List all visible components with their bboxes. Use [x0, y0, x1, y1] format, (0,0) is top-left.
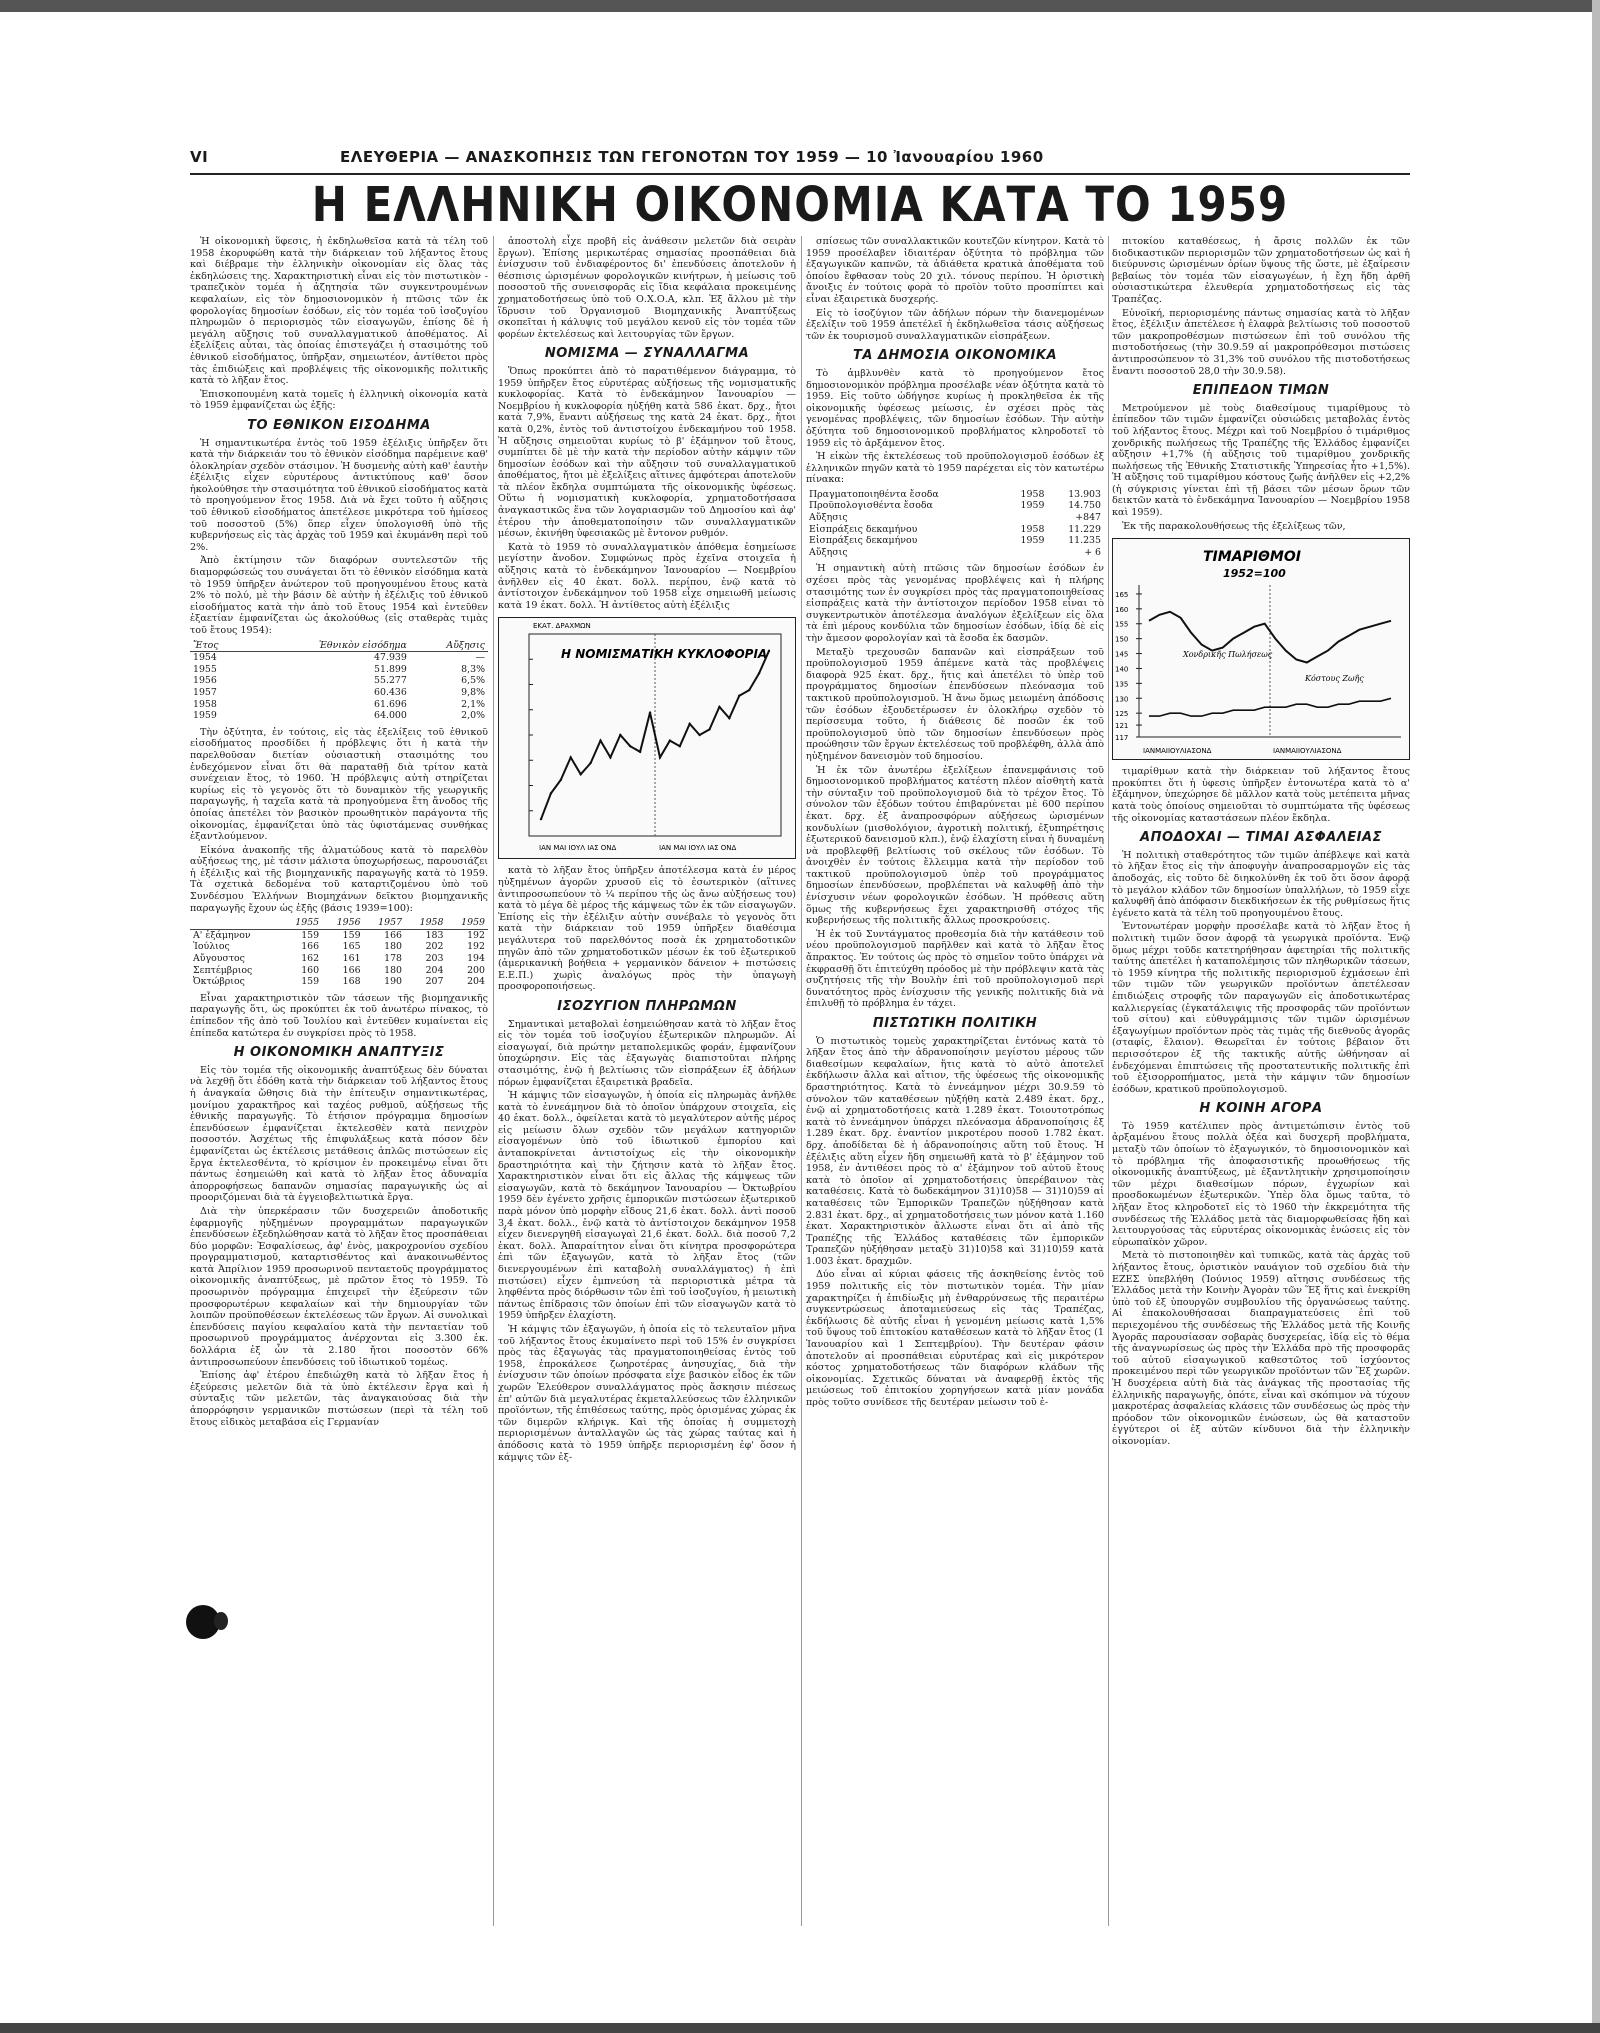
paragraph: Ἡ πολιτικὴ σταθερότητος τῶν τιμῶν ἀπέβλεψε καὶ κατὰ τὸ λῆξαν ἔτος εἰς τὴν ἀποφυγὴν ἀναπροσαρμογῶν εἰς τὰς ἀποδοχάς, εἰς τοῦτο δὲ διηκολύνθη ἐκ τοῦ ὅτι ὅσον ἀφορᾷ τὸ μεγάλον κλάδον τῶν δημοσίων ὑπαλλήλων, τὸ 1959 εἶχε καλυφθῆ ἀπὸ ἀπόφασιν διεκδικήσεων ἐκ τῆς ρυθμίσεως ἥτις ἐγένετο κατὰ τὰ τέλη τοῦ προηγουμένου ἔτους. — [1112, 849, 1410, 919]
paragraph: Μετὰ τὸ πιστοποιηθὲν καὶ τυπικῶς, κατὰ τὰς ἀρχὰς τοῦ λήξαντος ἔτους, ὁριστικὸν ναυάγιον τοῦ σχεδίου διὰ τὴν ΕΖΕΣ ὑπεβλήθη (Ἰούνιος 1959) αἴτησις συνδέσεως τῆς Ἑλλάδος μετὰ τὴν Κοινὴν Ἀγορὰν τῶν Ἕξ ἥτις καὶ ἐνεκρίθη ὑπὸ τοῦ ἐξ ὑπουργῶν συμβουλίου τῆς ὀργανώσεως ταύτης. Αἱ ἐπακολουθήσασαι διαπραγματεύσεις ἐπὶ τοῦ περιεχομένου τῆς συνδέσεως τῆς Ἑλλάδος μετὰ τῆς Κοινῆς Ἀγορᾶς παρουσίασαν σοβαρὰς δυσχερείας, ἰδίᾳ εἰς τὸ θέμα τῆς ἀναγνωρίσεως ὡς πρὸς τὴν Ἑλλάδα πρὸ τῆς προσφορᾶς τοῦ αὐτοῦ εἰσαγωγικοῦ καθεστῶτος τοῦ ἰσχύοντος προκειμένου περὶ τῶν γεωργικῶν προϊόντων τῶν Ἕξ χωρῶν. Ἡ δυσχέρεια αὐτὴ διὰ τὰς ἀνάγκας τῆς προστασίας τῆς ἑλληνικῆς παραγωγῆς, ὁπότε, εἶναι καὶ σκόπιμον νὰ τύχουν μακροτέρας ἀσφαλείας κλάσεις τῶν συνδέσεως ὡς πρὸς τὴν πρόοδον τῶν οἰκονομικῶν ἑνώσεων, ὡς θὰ καταστοῦν ἐγγύτεροι οἱ ἐξ αὐτῶν κίνδυνοι διὰ τὴν ἑλληνικὴν οἰκονομίαν. — [1112, 1250, 1410, 1447]
table-cell: 64.000 — [374, 710, 407, 722]
table-cell: 207 — [425, 976, 444, 988]
data-point — [570, 757, 572, 759]
table-header: Αὔξησις — [410, 640, 488, 652]
price-index-chart — [1112, 538, 1410, 760]
paragraph: Ἡ σημαντικὴ αὐτὴ πτῶσις τῶν δημοσίων ἐσόδων ἐν σχέσει πρὸς τὰς γενομένας προβλέψεις καὶ ἡ πλήρης στασιμότης των ἐν συγκρίσει πρὸς τὰς πραγματοποιηθείσας εἰσπράξεις κατὰ τὴν ἀντίστοιχον περίοδον 1958 εἶναι τὸ συγκεντρωτικὸν ἀποτέλεσμα ἀναλόγων ἐξελίξεων εἰς ὅλα τὰ ἐπὶ μέρους κονδύλια τῶν δημοσίων ἐσόδων, ἰδίᾳ δὲ εἰς τὴν ἄμεσον φορολογίαν καὶ τὰ ἔσοδα ἐκ δασμῶν. — [806, 563, 1104, 644]
table-cell: 1954 — [193, 652, 217, 664]
table-cell — [1004, 512, 1048, 524]
table-cell: 190 — [384, 976, 403, 988]
data-point — [599, 740, 601, 742]
paragraph: Κατὰ τὸ 1959 τὸ συναλλαγματικὸν ἀπόθεμα ἐσημείωσε μεγίστην ἄνοδον. Συμφώνως πρὸς ἐχεῖνα στοιχεῖα ἡ αὔξησις κατὰ τὸ ἐνδεκάμηνον Ἰανουαρίου — Νοεμβρίου ἀνῆλθεν εἰς 40 ἑκατ. δολλ. περίπου, ἐνῷ κατὰ τὸ ἀντίστοιχον ἐνδεκάμηνον τοῦ 1958 εἶχε σημειωθῆ μείωσις κατὰ 19 ἑκατ. δολλ. Ἡ ἀντίθετος αὐτὴ ἐξέλιξις — [498, 541, 796, 611]
paragraph: Ὁ πιστωτικὸς τομεὺς χαρακτηρίζεται ἐντόνως κατὰ τὸ λῆξαν ἔτος ἀπὸ τὴν ἀδρανοποίησιν μεγίστου μέρους τῶν διαθεσίμων κεφαλαίων, ἥτις κατὰ τὸ αὐτὸ ἀποτελεῖ ἐκδήλωσιν ἄλλα καὶ αἴτιον, τῆς ὑφέσεως τῆς οἰκονομικῆς δραστηριότητος. Κατὰ τὸ ἐννεάμηνον μέχρι 30.9.59 τὸ σύνολον τῶν καταθέσεων ηὐξήθη κατὰ 2.489 ἑκατ. δρχ., ἐνῷ αἱ χρηματοδοτήσεις κατὰ 1.289 ἑκατ. Τοιουτοτρόπως κατὰ τὸ ἐννεάμηνον ὑπάρχει πλεόνασμα ἀδρανοποίησις ἐξ 1.289 ἑκατ. δρχ. ἐναντίον μικροτέρου ποσοῦ 1.782 ἑκατ. δρχ. ἀποδίδεται δὲ ἡ ἀδρανοποίησις αὕτη τοῦ ἔτους. Ἡ ἐξέλιξις αὕτη εἶχεν ἤδη σημειωθῆ κατὰ τὸ β' ἑξάμηνον τοῦ 1958, ἐν ἀντιθέσει πρὸς τὸ α' ἑξάμηνον τοῦ αὐτοῦ ἔτους κατὰ τὸ ὁποῖον αἱ χρηματοδοτήσεις ὑπερέβαινον τὰς καταθέσεις. Κατὰ τὸ δωδεκάμηνον 31)10)58 — 31)10)59 αἱ καταθέσεις τῶν Ἐμπορικῶν Τραπεζῶν ηὐξήθησαν κατὰ 2.831 ἑκατ. δρχ., αἱ χρηματοδοτήσεις των μόνον κατὰ 1.160 ἑκατ. Χαρακτηριστικὸν ἄλλωστε εἶναι ὅτι αἱ ἀπὸ τῆς Τραπέζης τῆς Ἑλλάδος καταθέσεις τῶν ἐμπορικῶν Τραπεζῶν ηὐξήθησαν μεταξὺ 31)10)58 καὶ 31)10)59 κατὰ 1.003 ἑκατ. δραχμῶν. — [806, 1035, 1104, 1267]
chart-title-text: Η ΝΟΜΙΣΜΑΤΙΚΗ ΚΥΚΛΟΦΟΡΙΑ — [561, 647, 768, 662]
table-row — [190, 976, 488, 988]
paragraph: Ἐντονωτέραν μορφὴν προσέλαβε κατὰ τὸ λῆξαν ἔτος ἡ πολιτικὴ τιμῶν ὅσον ἀφορᾷ τὰ γεωργικὰ προϊόντα. Ἐνῷ ὅμως μέχρι τοῦδε κατετηρήθησαν ἀφετηρίαι τῆς πολιτικῆς ταύτης ἀπετέλει ἡ καταπολέμησις τῶν πληθωρικῶν τάσεων, τὸ 1959 κίνητρα τῆς πολιτικῆς περιορισμοῦ ἐχμάσεων ἐπὶ τῶν τιμῶν τῶν γεωργικῶν προϊόντων ἀπετέλεσαν ἐπιδιώξεις στροφῆς τῶν παραγωγῶν εἰς ἀποδοτικωτέρας καλλιεργείας (ἐγκατάλειψις τῆς προσφορᾶς τῶν προϊόντων τοῦ σίτου) καὶ εὐθυγράμμισις τῶν τιμῶν ὡρισμένων ἐξαγωγίμων προϊόντων πρὸς τὰς τιμὰς τῆς διεθνοῦς ἀγορᾶς (σταφίς, ἔλαιον). Θεωρεῖται ἐν τούτοις βέβαιον ὅτι περισσότερον ἐξ τῆς τακτικῆς αὐτῆς ὠθήνησαν αἱ ἐνδεχόμεναι ἐπιπτώσεις τῆς προστατευτικῆς πολιτικῆς ἐπὶ τοῦ ἐξισορροπήματος, μετὰ τὴν κάμψιν τῶν δημοσίων ἐσόδων, κρατικοῦ προϋπολογισμοῦ. — [1112, 921, 1410, 1095]
paragraph: Σημαντικαὶ μεταβολαὶ ἐσημειώθησαν κατὰ τὸ λῆξαν ἔτος εἰς τὸν τομέα τοῦ ἰσοζυγίου ἐξωτερικῶν πληρωμῶν. Αἱ εἰσαγωγαί, διὰ πρώτην μεταπολεμικῶς φοράν, ἐμφανίζουν ὑποχώρησιν. Εἰς τὰς ἐξαγωγὰς διαπιστοῦται πλήρης στασιμότης, ἐνῷ ἡ βελτίωσις τῶν εἰσπράξεων ἐξ ἀδήλων πόρων ἐμφανίζεται ἐξαιρετικὰ βραδεῖα. — [498, 1018, 796, 1088]
table-cell: 203 — [425, 953, 444, 965]
table-cell: — — [475, 652, 485, 664]
y-tick-label: 125 — [1115, 710, 1129, 719]
table-row — [190, 699, 488, 711]
paragraph: Ἡ οἰκονομικὴ ὕφεσις, ἡ ἐκδηλωθεῖσα κατὰ τὰ τέλη τοῦ 1958 ἐκορυφώθη κατὰ τὴν διάρκειαν τοῦ λήξαντος ἔτους καὶ διέβραμε τὴν ἑλληνικὴν οἰκονομίαν εἰς ὅλας τὰς ἐκδηλώσεις της. Χαρακτηριστικὴ εἶναι εἰς τὸν πιστωτικὸν - τραπεζικὸν τομέα ἡ ἀζητησία τῶν συγκεντρουμένων κεφαλαίων, εἰς τὸν δημοσιονομικὸν ἡ πτῶσις τῶν ἐκ φορολογίας δημοσίων ἐσόδων, εἰς τὸν τομέα τοῦ ἰσοζυγίου πληρωμῶν ὁ περιορισμὸς τῶν εἰσαγωγῶν, ἐπίσης δὲ ἡ μεγάλη αὔξησις τοῦ συναλλαγματικοῦ ἀποθέματος. Αἱ ἐξελίξεις αὗται, τὰς ὁποίας ἐπιστεγάζει ἡ στασιμότης τοῦ ἐθνικοῦ εἰσοδήματος, ὑπῆρξαν, σημειωτέον, ἀντίθετοι πρὸς τὰς ἐπιδιώξεις καὶ προβλέψεις τῆς οἰκονομικῆς πολιτικῆς κατὰ τὸ λῆξαν ἔτος. — [190, 236, 488, 387]
table-cell: 192 — [467, 929, 485, 941]
table-row — [806, 512, 1104, 524]
paragraph: σπίσεως τῶν συναλλακτικῶν κουτεζῶν κίνητρον. Κατὰ τὸ 1959 προσέλαβεν ἰδιαιτέραν ὀξύτητα τὸ πρόβλημα τῶν ἐξαγωγικῶν καπνῶν, τὰ ἀδιάθετα κρατικὰ ἀποθέματα τοῦ ὁποίου ἔφθασαν τοὺς 20 χιλ. τόνους περίπου. Ἡ ὁριστικὴ ἄνοιξις ἐν τούτοις φορὰ τὸ προϊὸν τοῦτο προσπίπτει καὶ εἶναι ἐξαιρετικὰ δυσχερής. — [806, 236, 1104, 305]
table-cell: 6,5% — [461, 675, 485, 687]
table-cell: 204 — [425, 964, 444, 976]
paragraph: Ὅπως προκύπτει ἀπὸ τὸ παρατιθέμενον διάγραμμα, τὸ 1959 ὑπῆρξεν ἔτος εὐρυτέρας αὐξήσεως τῆς νομισματικῆς κυκλοφορίας. Κατὰ τὸ ἐνδεκάμηνον Ἰανουαρίου — Νοεμβρίου ἡ κυκλοφορία ηὐξήθη κατὰ 586 ἑκατ. δρχ., ἤτοι κατὰ 7,9%, ἔναντι αὐξήσεως της κατὰ 24 ἑκατ. δρχ., ἤτοι κατὰ 0,2%, ἐντὸς τοῦ ἀντιστοίχου ἐνδεκαμήνου τοῦ 1958. Ἡ αὔξησις σημειοῦται κυρίως τὸ β' ἑξάμηνον τοῦ ἔτους, συμπίπτει δὲ μὲ τὴν κατὰ τὴν περίοδον αὐτὴν κάμψιν τῶν δημοσίων ἐσόδων καὶ τὴν αὔξησιν τοῦ συναλλαγματικοῦ ἀποθέματος, ἤτοι μὲ ἐξελίξεις αἵτινες ἀμφότεραι ἀποτελοῦν τὰ πλέον ἔκδηλα συμπτώματα τῆς οἰκονομικῆς ὑφέσεως. Οὕτω ἡ νομισματικὴ κυκλοφορία, χρηματοδοτήσασα ἀναγκαστικῶς ἕνα τῶν λογαριασμῶν τοῦ Δημοσίου καὶ ἀφ' ἑτέρου τὴν ἀποθεματοποίησιν τῶν συναλλαγματικῶν μέσων, ἐκινήθη ὑφεσιακῶς μὲ ἔντονον ρυθμόν. — [498, 365, 796, 540]
table-cell: 11.229 — [1068, 523, 1101, 535]
table-cell: Αὔξησις — [809, 546, 848, 558]
data-point — [609, 757, 611, 759]
paragraph: Τὸ 1959 κατέλιπεν πρὸς ἀντιμετώπισιν ἐντὸς τοῦ ἀρξαμένου ἔτους πολλὰ ὀξέα καὶ δυσχερῆ προβλήματα, μεταξὺ τῶν ὁποίων τὸ ἐξαγωγικόν, τὸ δημοσιονομικὸν καὶ τὸ πρόβλημα τῆς ἀποφασιστικῆς προωθήσεως τῆς οἰκονομικῆς ἀναπτύξεως, μὲ ἐξαντλητικὴν χρησιμοποίησιν τῶν μέχρι διαθεσίμων πόρων, ἐγχωρίων καὶ προσδοκωμένων ἐξωτερικῶν. Ὑπὲρ ὅλα ὅμως ταῦτα, τὸ λῆξαν ἔτος κληροδοτεῖ εἰς τὸ 1960 τὴν ἐκκρεμότητα τῆς συνδέσεως τῆς Ἑλλάδος μετὰ τὰς διαμορφωθείσας ἤδη καὶ λειτουργούσας τὰς εὐρυτέρας οἰκονομικὰς ἑνώσεις εἰς τὸν εὐρωπαϊκὸν χῶρον. — [1112, 1120, 1410, 1248]
y-tick-label: 165 — [1115, 591, 1129, 600]
scan-border-right — [1592, 0, 1600, 2033]
y-tick-label: 117 — [1115, 734, 1129, 743]
section-heading: Η ΟΙΚΟΝΟΜΙΚΗ ΑΝΑΠΤΥΞΙΣ — [233, 1045, 445, 1061]
table-cell: 55.277 — [374, 675, 407, 687]
table-cell: 180 — [384, 964, 403, 976]
table-cell: 166 — [384, 929, 403, 941]
section-heading: ΝΟΜΙΣΜΑ — ΣΥΝΑΛΛΑΓΜΑ — [544, 346, 750, 362]
page-number: VI — [190, 148, 209, 166]
section-heading: ΤΟ ΕΘΝΙΚΟΝ ΕΙΣΟΔΗΜΑ — [247, 417, 431, 433]
data-point — [708, 729, 710, 731]
table-row — [190, 652, 488, 664]
table-cell: 166 — [301, 941, 320, 953]
table-cell: 168 — [342, 976, 361, 988]
series-line — [541, 651, 769, 819]
table-cell: Σεπτέμβριος — [193, 964, 253, 976]
table-cell: 192 — [467, 941, 485, 953]
national-income-table — [190, 640, 488, 722]
paragraph: κατὰ τὸ λῆξαν ἔτος ὑπῆρξεν ἀποτέλεσμα κατὰ ἐν μέρος ηὐξημένων ἀγορῶν χρυσοῦ εἰς τὸ ἐσωτερικὸν (αἵτινες ἀντιπροσωπεύουν τὸ ¼ περίπου τῆς ὡς ἄνω αὐξήσεως του) κατὰ τὸ μέγα δὲ μέρος τῆς κάμψεως τῶν ἐκ τῶν εἰσαγωγῶν. Ἐπίσης εἰς τὴν ἐξέλιξιν αὐτὴν συνέβαλε τὸ γεγονὸς ὅτι κατὰ τὴν διάρκειαν τοῦ 1959 ὑπῆρξεν διαθέσιμα μεγάλυτερα τοῦ παρελθόντος ποσὰ ἐκ χρηματοδοτικῶν πηγῶν ἀπὸ τῶν χρηματοδοτικῶν μέσων ἐκ τοῦ ἐξωτερικοῦ (ἀμερικανικὴ βοήθεια + γερμανικὸν δάνειον + πιστώσεις Ε.Ε.Π.) χωρὶς ἀναλόγως πρὸς τὴν ὑπαγωγὴ προσφοροποιήσεως. — [498, 865, 796, 993]
table-cell: 9,8% — [461, 686, 485, 698]
y-tick-label: 145 — [1115, 650, 1129, 659]
data-point — [619, 734, 621, 736]
x-axis-label: ΙΑΝΜΑΙΙΟΥΛΙΑΣΟΝΔ — [1273, 747, 1342, 756]
table-cell: 1958 — [193, 698, 217, 710]
table-cell: Πραγματοποιηθέντα ἔσοδα — [809, 488, 939, 500]
table-cell — [1004, 547, 1048, 559]
budget-revenue-table — [806, 489, 1104, 559]
table-row — [190, 710, 488, 722]
legend-cost-of-living: Κόστους Ζωῆς — [1305, 674, 1364, 684]
paragraph: Ἡ ἐκ τῶν ἀνωτέρω ἐξελίξεων ἐπανεμφάνισις τοῦ δημοσιονομικοῦ προβλήματος κατέστη πλέον αἰσθητὴ κατὰ τὴν σύνταξιν τοῦ προϋπολογισμοῦ διὰ τὸ τρέχον ἔτος. Τὸ σύνολον τῶν ἐξόδων τούτου ἐπιβαρύνεται μὲ 600 περίπου ἑκατ. δρχ. ἐξ ἀναπροσφόρων αὐξήσεως ὡρισμένων κονδυλίων (μισθολόγιον, ἀγροτικὴ πολιτική, ἐξυπηρέτησις ἐξωτερικοῦ δανεισμοῦ κλπ.), ἐνῷ ἐλαχίστη εἶναι ἡ δυναμένη νὰ προβλεφθῇ βελτίωσις τοῦ σκέλους τῶν ἐσόδων. Τὸ ἀνοιχθὲν ἐν τούτοις ἔλλειμμα κατὰ τὴν περίοδον τοῦ τακτικοῦ προϋπολογισμοῦ ὑπὲρ τοῦ προγράμματος δημοσίων ἐπενδύσεων, προβλέπεται νὰ καλυφθῇ ἀπὸ τὴν ἐνίσχυσιν νέων φορολογικῶν ἐσόδων. Ἡ πρόθεσις αὕτη ὅμως τῆς κυβερνήσεως ἔχει χαρακτηρισθῆ στόχος τῆς κυβερνήσεως τῆς πολιτικῆς ἄλλως προσκρούσεις. — [806, 764, 1104, 927]
table-cell: 204 — [467, 976, 485, 988]
paragraph: Ἐκ τῆς παρακολουθήσεως τῆς ἐξελίξεως τῶν, — [1122, 520, 1346, 532]
chart-svg — [1113, 539, 1409, 759]
table-row — [190, 965, 488, 977]
paragraph: Εἰς τὸ ἰσοζύγιον τῶν ἀδήλων πόρων τὴν διανεμομένων ἐξελίξιν τοῦ 1959 ἀπετέλεῖ ἡ ἐκδηλωθεῖσα τάσις αὐξήσεως τῶν ἐκ τουρισμοῦ συναλλαγματικῶν εἰσπράξεων. — [806, 307, 1104, 342]
x-axis-label: ΙΑΝΜΑΙΙΟΥΛΙΑΣΟΝΔ — [1143, 747, 1212, 756]
table-cell: 1958 — [1020, 523, 1045, 535]
data-point — [738, 695, 740, 697]
paragraph: Ἀπὸ ἐκτίμησιν τῶν διαφόρων συντελεστῶν τῆς διαμορφώσεώς του συνάγεται ὅτι τὸ ἐθνικὸν εἰσόδημα κατὰ τὸ 1959 ὑπῆρξεν ἀνώτερον τοῦ προηγουμένου ἔτους κατὰ 2% τὸ πολύ, μὲ τὴν βάσιν δὲ αὐτὴν ἡ ἐξέλιξις τοῦ ἐθνικοῦ εἰσοδήματος κατὰ τὴν ἀπὸ τοῦ ἔτους 1954 καὶ ἐντεῦθεν ἑξαετίαν ἐμφανίζεται ὡς ἀκολούθως (εἰς σταθερὰς τιμὰς τοῦ ἔτους 1954): — [190, 555, 488, 636]
table-row — [806, 535, 1104, 547]
table-cell: 8,3% — [461, 663, 485, 675]
table-row — [806, 547, 1104, 559]
paragraph: Μετρούμενον μὲ τοὺς διαθεσίμους τιμαρίθμους τὸ ἐπίπεδον τῶν τιμῶν ἐμφανίζει οὐσιώδεις μεταβολὰς ἐντὸς τοῦ λήξαντος ἔτους. Μέχρι καὶ τοῦ Νοεμβρίου ὁ τιμάριθμος χονδρικῆς πωλήσεως τῆς Τραπέζης τῆς Ἑλλάδος ἐμφανίζει αὔξησιν +1,7% (ἡ αὔξησις τοῦ τιμαρίθμου χονδρικῆς πωλήσεως τῆς Ἐθνικῆς Στατιστικῆς Ὑπηρεσίας ἦτο +1,5%). Ἡ αὔξησις τοῦ τιμαρίθμου κόστους ζωῆς ἀνῆλθεν εἰς +2,2% (ἡ σύγκρισις γίνεται ἐπὶ τῇ βάσει τῶν μέσων ὅρων τῶν δεικτῶν κατὰ τὸ ἐνδεκάμηνα Ἰανουαρίου — Νοεμβρίου 1958 καὶ 1959). — [1112, 402, 1410, 519]
data-point — [679, 745, 681, 747]
paragraph: Ἡ κάμψις τῶν εἰσαγωγῶν, ἡ ὁποία εἰς πληρωμὰς ἀνῆλθε κατὰ τὸ ἐννεάμηνον διὰ τὸ ὁποῖον ὑπάρχουν στοιχεῖα, εἰς 40 ἑκατ. δολλ., ὀφείλεται κατὰ τὸ μεγαλύτερον αὐτῆς μέρος εἰς μείωσιν ὄλων σχεδὸν τῶν μεγάλων κατηγοριῶν εἰσαγομένων ὑπὸ τοῦ ἰδιωτικοῦ ἐμπορίου καὶ ἀνταποκρίνεται ἀντιστοίχως εἰς τὴν οἰκονομικὴν δραστηριότητα καὶ τὴν ζήτησιν κατὰ τὸ λῆξαν ἔτος. Χαρακτηριστικὸν εἶναι ὅτι εἰς ἄλλας τῆς κάμψεως τῶν εἰσαγωγῶν, κατὰ τὸ δεκάμηνον Ἰανουαρίου — Ὀκτωβρίου 1959 δὲν ἐγένετο χρῆσις ἐμπορικῶν πιστώσεων ἐξωτερικοῦ παρὰ μόνον ὑπὸ μορφὴν εἴδους 21,6 ἑκατ. δολλ. ἀντὶ ποσοῦ 3,4 ἑκατ. δολλ., ἐνῷ κατὰ τὸ ἀντίστοιχον δεκάμηνον 1958 εἶχεν διενεργηθῆ εἰσαγωγαὶ 21,6 ἑκατ. δολλ. διὰ ποσοῦ 7,2 ἑκατ. δολλ. Ἀπαραίτητον εἶναι ὅτι κίνητρα προσφορώτερα ἐπὶ τῶν ἐξαγωγῶν, κατὰ τὸ λῆξαν ἔτος (τῶν διενεργουμένων ἐπὶ καταβολὴ συναλλάγματος) ἡ ἐπὶ πιστώσει) εἶχεν ἐμπνεύση τὰ περιοριστικὰ μέτρα τὰ ληφθέντα πρὸς διόρθωσιν τῶν ἐπὶ τοῦ ἰσοζυγίου, ἡ μειωτικὴ πάντως ἐπίδρασις τῶν ὁποίων ἐπὶ τῶν εἰσαγωγῶν κατὰ τὸ 1959 ὑπῆρξεν ἐλαχίστη. — [498, 1090, 796, 1322]
table-cell: Προϋπολογισθέντα ἔσοδα — [809, 500, 933, 512]
data-point — [748, 689, 750, 691]
paragraph: Ἡ εἰκὼν τῆς ἐκτελέσεως τοῦ προϋπολογισμοῦ ἐσόδων ἐξ ἑλληνικῶν πηγῶν κατὰ τὸ 1959 παρέχεται εἰς τὸν κατωτέρω πίνακα: — [806, 451, 1104, 486]
data-point — [688, 723, 690, 725]
table-cell: 159 — [301, 976, 320, 988]
table-row — [190, 664, 488, 676]
data-point — [659, 757, 661, 759]
table-cell: 51.899 — [374, 663, 407, 675]
y-tick-label: 150 — [1115, 635, 1129, 644]
table-row — [190, 929, 488, 941]
y-tick-label: 140 — [1115, 665, 1129, 674]
table-cell: Ἰούλιος — [193, 941, 230, 953]
y-tick-label: 121 — [1115, 722, 1129, 731]
table-cell: 202 — [425, 941, 444, 953]
paragraph: Εἰς τὸν τομέα τῆς οἰκονομικῆς ἀναπτύξεως δὲν δύναται νὰ λεχθῇ ὅτι ἐδόθη κατὰ τὴν διάρκειαν τοῦ λήξαντος ἔτους ἡ ἀναγκαία ὤθησις διὰ τὴν ἐπίτευξιν σημαντικωτέρας, μονίμου χαρακτῆρος καὶ ταχέος ρυθμοῦ, αὐξήσεως τῆς ἐθνικῆς παραγωγῆς. Τὸ ἐτήσιον πρόγραμμα δημοσίων ἐπενδύσεων ἐμφανίζεται ἐκτελεσθὲν κατὰ πενιχρὸν ποσοστόν. Ἀσχέτως τῆς ἐπιφυλάξεως κατὰ πόσον δὲν ἐμφανίζεται ὡς ἐκτέλεσις μετάθεσις ἁπλῶς πιστώσεων εἰς ἔργα ἐκτελεσθέντα, τὸ κρίσιμον ἐν προκειμένῳ εἶναι ὅτι πάντως ἐσημειώθη καὶ κατὰ τὸ λῆξαν ἔτος ἀδυναμία ἀπορροφήσεως δαπανῶν σημασίας παραγωγικῆς ὡς αἱ προοριζόμεναι διὰ τὰ ἐγγειοβελτιωτικὰ ἔργα. — [190, 1064, 488, 1204]
table-cell: 180 — [384, 941, 403, 953]
table-header: 1955 — [281, 917, 322, 929]
table-header: Ἔτος — [190, 640, 245, 652]
paragraph: ἀποστολὴ εἶχε προβῆ εἰς ἀνάθεσιν μελετῶν διὰ σειρὰν ἔργων). Ἐπίσης μερικωτέρας σημασίας προσπάθειαι διὰ ἐνίσχυσιν τοῦ ἐνδιαφέροντος δι' ἐπενδύσεις ἀποτελοῦν ἡ θέσπισις ὡρισμένων φορολογικῶν κινήτρων, ἡ μείωσις τοῦ ποσοστοῦ τῆς συνεισφορᾶς εἰς ἴδια κεφάλαια προκειμένης χρηματοδοτήσεως ὑπὸ τοῦ Ο.Χ.Ο.Α, κλπ. Ἐξ ἄλλου μὲ τὴν ἵδρυσιν τοῦ Ὀργανισμοῦ Βιομηχανικῆς Ἀναπτύξεως σκοπεῖται ἡ κάλυψις τοῦ μεγάλου κενοῦ εἰς τὸν τομέα τῶν φορέων ἐκτελέσεως καὶ λειτουργίας τῶν ἔργων. — [498, 236, 796, 340]
table-cell: 1959 — [193, 710, 217, 722]
table-cell: 61.696 — [374, 698, 407, 710]
section-heading: ΕΠΙΠΕΔΟΝ ΤΙΜΩΝ — [1192, 383, 1330, 399]
table-cell: 1957 — [193, 686, 217, 698]
table-cell: 183 — [425, 929, 444, 941]
table-cell: 159 — [301, 929, 320, 941]
table-cell: 11.235 — [1068, 535, 1101, 547]
data-point — [560, 779, 562, 781]
y-tick-label: 130 — [1115, 695, 1129, 704]
data-point — [629, 745, 631, 747]
chart-title: ΤΙΜΑΡΙΘΜΟΙ — [1203, 549, 1301, 566]
section-heading: Η ΚΟΙΝΗ ΑΓΟΡΑ — [1199, 1101, 1323, 1117]
table-header: Ἐθνικὸν εἰσόδημα — [245, 640, 410, 652]
section-heading: ΙΣΟΖΥΓΙΟΝ ΠΛΗΡΩΜΩΝ — [557, 998, 737, 1014]
table-cell: 166 — [342, 964, 361, 976]
table-cell: Αὔξησις — [809, 512, 848, 524]
table-cell: 200 — [467, 964, 485, 976]
table-cell: 1958 — [1020, 488, 1045, 500]
section-heading: ΠΙΣΤΩΤΙΚΗ ΠΟΛΙΤΙΚΗ — [872, 1016, 1038, 1031]
page-headline: Η ΕΛΛΗΝΙΚΗ ΟΙΚΟΝΟΜΙΑ ΚΑΤΑ ΤΟ 1959 — [311, 176, 1289, 233]
y-tick-label: 155 — [1115, 620, 1129, 629]
paragraph: Τὸ ἀμβλυνθὲν κατὰ τὸ προηγούμενον ἔτος δημοσιονομικὸν πρόβλημα προσέλαβε νέαν ὀξύτητα κατὰ τὸ 1959. Εἰς τοῦτο ὡδήγησε κυρίως ἡ προκληθεῖσα ἐκ τῆς οἰκονομικῆς ὑφέσεως μείωσις, ἐν σχέσει πρὸς τὰς γενομένας προβλέψεις, τῶν δημοσίων ἐσόδων. Τὴν αὐτὴν ὀξύτητα τοῦ δημοσιονομικοῦ προβλήματος κληροδοτεῖ τὸ 1959 εἰς τὸ ἀρξάμενον ἔτος. — [806, 367, 1104, 449]
paragraph: Εἶναι χαρακτηριστικὸν τῶν τάσεων τῆς βιομηχανικῆς παραγωγῆς ὅτι, ὡς προκύπτει ἐκ τοῦ ἀνωτέρω πίνακος, τὸ ἐπίπεδον τῆς ἀπὸ τοῦ Ἰουλίου καὶ ἐντεῦθεν κυμαίνεται εἰς ἐπίπεδα κατώτερα ἐν συγκρίσει πρὸς τὸ 1958. — [190, 992, 488, 1039]
legend-wholesale: Χονδρικῆς Πωλήσεως — [1183, 650, 1273, 660]
table-row — [190, 675, 488, 687]
paragraph: Εἰκόνα ἀνακοπῆς τῆς ἀλματώδους κατὰ τὸ παρελθὸν αὐξήσεως της, μὲ τάσιν μάλιστα ὑποχωρήσεως, παρουσιάζει ἡ ἐξέλιξις καὶ τῆς βιομηχανικῆς παραγωγῆς κατὰ τὸ 1959. Τὰ σχετικὰ δεδομένα τοῦ καταρτιζομένου ὑπὸ τοῦ Συνδέσμου Ἑλλήνων Βιομηχάνων δεῖκτου βιομηχανικῆς παραγωγῆς ἔχουν ὡς ἑξῆς (βάσις 1939=100): — [190, 844, 488, 914]
paragraph: τιμαρίθμων κατὰ τὴν διάρκειαν τοῦ λήξαντος ἔτους προκύπτει ὅτι ἡ ὑφεσις ὑπῆρξεν ἐντονωτέρα κατὰ τὸ α' ἑξάμηνον, ὑπεχώρησε δὲ μᾶλλον κατὰ τοὺς μετέπειτα μῆνας κατὰ τοὺς ὁποίους σημειοῦται τὸ συμπτώματα τῆς ὑφέσεως τῆς οἰκονομίας καταστάσεων πλέον ἔκδηλα. — [1112, 766, 1410, 824]
table-cell: 47.939 — [374, 652, 407, 664]
currency-circulation-chart — [498, 617, 796, 859]
table-header: 1956 — [322, 917, 363, 929]
table-row — [190, 953, 488, 965]
table-cell: 159 — [342, 929, 361, 941]
table-row — [806, 500, 1104, 512]
paragraph: Ἡ κάμψις τῶν ἐξαγωγῶν, ἡ ὁποία εἰς τὸ τελευταῖον μῆνα τοῦ λήξαντος ἔτους ἐκυμαίνετο περὶ τοῦ 15% ἐν συγκρίσει πρὸς τὰς ἐξαγωγὰς τὰς πραγματοποιηθείσας ἐντὸς τοῦ 1958, ἐπροκάλεσε ζωηροτέρας ἀνησυχίας, διὰ τὴν ἐνίσχυσιν τῶν ὁποίων πρόσφατα εἶχε βασικὸν εἶδος ἐκ τῶν χωρῶν Ἐλεύθερον συναλλάγματος πρὸς ἄσκησιν πιέσεως ἐπ' αὐτῶν διὰ μεγαλυτέρας ἐκμεταλλεύσεως τῶν ἐλληνικῶν προϊόντων, τῆς ἐπιθέσεως ταύτης, πρὸς ὀρισμένας χώρας ἐκ τῶν διμερῶν κλήριγκ. Καὶ τῆς ὁποίας ἡ συμμετοχὴ περιορισμένων ἀνταλλαγῶν ὡς τὰς χώρας ταύτας καὶ ἡ ἀπόδοσις κατὰ τὸ 1959 ὑπῆρξε περιορισμένη ἐφ' ὅσον ἡ κάμψις τῶν ἐξ- — [498, 1323, 796, 1463]
table-cell: 2,0% — [461, 710, 485, 722]
data-point — [579, 773, 581, 775]
header-rule — [190, 173, 1410, 175]
data-point — [639, 751, 641, 753]
table-cell: 1959 — [1020, 535, 1045, 547]
table-cell: 161 — [342, 953, 361, 965]
table-cell: 13.903 — [1068, 488, 1101, 500]
chart-unit-label: ΕΚΑΤ. ΔΡΑΧΜΩΝ — [533, 622, 591, 631]
table-cell: +847 — [1075, 512, 1101, 524]
table-cell: 162 — [301, 953, 320, 965]
table-row — [190, 687, 488, 699]
column-1 — [190, 236, 488, 1430]
table-row — [806, 524, 1104, 536]
section-heading: ΑΠΟΔΟΧΑΙ — ΤΙΜΑΙ ΑΣΦΑΛΕΙΑΣ — [1140, 830, 1382, 846]
table-header: 1957 — [364, 917, 405, 929]
section-heading: ΤΑ ΔΗΜΟΣΙΑ ΟΙΚΟΝΟΜΙΚΑ — [852, 348, 1058, 364]
column-4 — [1112, 236, 1410, 1450]
column-divider — [1108, 236, 1109, 1926]
data-point — [768, 650, 770, 652]
table-header: 1959 — [446, 917, 488, 929]
paragraph: Ἡ σημαντικωτέρα ἐντὸς τοῦ 1959 ἐξέλιξις ὑπῆρξεν ὅτι κατὰ τὴν διάρκειάν του τὸ ἐθνικὸν εἰσόδημα παρέμεινε καθ' ὁλοκληρίαν σχεδὸν στάσιμον. Ἡ δυσμενὴς αὐτὴ καθ' ἑαυτὴν ἐξέλιξις εἶχεν εὐρυτέρους ἀντικτύπους καθ' ὅσον ἠκολούθησε τὴν στασιμότητα τοῦ ἐθνικοῦ εἰσοδήματος κατὰ τὸ προηγούμενον ἔτος 1958. Διὰ νὰ ἔχει τοῦτο ἡ αὔξησις τοῦ ἐθνικοῦ εἰσοδήματος ἀπετέλεσε μικρότερα τοῦ ἡμίσεος τοῦ ποσοστοῦ (5%) ὅπερ εἶχεν ὑπολογισθῆ ὑπὸ τῆς κυβερνήσεως εἰς τὰς ἀρχὰς τοῦ 1959 καὶ ἐκυμάνθη περὶ τοῦ 2%. — [190, 437, 488, 553]
paragraph: Τὴν ὀξύτητα, ἐν τούτοις, εἰς τὰς ἐξελίξεις τοῦ ἐθνικοῦ εἰσοδήματος προσδίδει ἡ πρόβλεψις ὅτι ἡ κατὰ τὴν παρελθοῦσαν διετίαν οὐσιαστικὴ στασιμότης του ἐνδεχόμενον εἶναι ὅτι θὰ παραταθῇ διὰ τρίτον κατὰ συνέχειαν ἔτος, τὸ 1960. Ἡ πρόβλεψις αὐτὴ στηρίζεται κυρίως εἰς τὸ γεγονὸς ὅτι τὸ δυναμικὸν τῆς γεωργικῆς παραγωγῆς, ἡ ταχεῖα κατὰ τὰ προηγούμενα ἔτη ἄνοδος τῆς ὁποίας ἀπετέλει τὸν βασικὸν προωθητικὸν παράγοντα τῆς οἰκονομίας, ἐμφανίζεται ὑπὸ τὰς ὑφιστάμενας συνθήκας ἐξαντλούμενον. — [190, 726, 488, 843]
table-cell: Εἰσπράξεις δεκαμήνου — [809, 535, 918, 547]
data-point — [550, 793, 552, 795]
paragraph: Ἐπισκοπουμένη κατὰ τομεῖς ἡ ἑλληνικὴ οἰκονομία κατὰ τὸ 1959 ἐμφανίζεται ὡς ἑξῆς: — [190, 388, 488, 412]
table-cell: 194 — [467, 953, 485, 965]
chart-svg — [499, 618, 795, 858]
data-point — [728, 717, 730, 719]
table-cell: 2,1% — [461, 698, 485, 710]
y-tick-label: 135 — [1115, 680, 1129, 689]
table-cell: 178 — [384, 953, 403, 965]
ink-blot — [214, 1612, 228, 1630]
table-cell: 14.750 — [1068, 500, 1101, 512]
y-tick-label: 160 — [1115, 606, 1129, 615]
data-point — [718, 706, 720, 708]
column-divider — [801, 236, 802, 1926]
table-header — [190, 917, 281, 929]
data-point — [758, 672, 760, 674]
data-point — [540, 818, 542, 820]
table-header: 1958 — [405, 917, 446, 929]
paragraph: Εὐνοϊκή, περιορισμένης πάντως σημασίας κατὰ τὸ λῆξαν ἔτος, ἐξέλιξιν ἀπετέλεσε ἡ ἐλαφρὰ βελτίωσις τοῦ ποσοστοῦ τῶν μακροπροθέσμων πιστώσεων ἐπὶ τοῦ συνόλου τῆς πιστοδοτήσεως (τὴν 30.9.59 αἱ μακροπρόθεσμοι πιστώσεις ἀντιπροσώπευον τὸ 31,3% τοῦ συνόλου τῆς πιστοδοτήσεως ἔναντι ποσοστοῦ 28,0 τὴν 30.9.58). — [1112, 307, 1410, 377]
table-cell: 160 — [301, 964, 320, 976]
table-cell: 1955 — [193, 663, 217, 675]
data-point — [698, 734, 700, 736]
paragraph: Διὰ τὴν ὑπερκέρασιν τῶν δυσχερειῶν ἀποδοτικῆς ἐφαρμογῆς ηὐξημένων προγραμμάτων παραγωγικῶν ἐπενδύσεων ἐξεδηλώθησαν κατὰ τὸ λῆξαν ἔτος προσπάθειαι δύο μορφῶν: Ἐσφαλίσεως, ἀφ' ἑνὸς, μακροχρονίου σχεδίου προγραμματισμοῦ, καταρτισθέντος καὶ ἀνακοινωθέντος κατὰ Ἀπρίλιον 1959 προσωρινοῦ πενταετοῦς προγράμματος οἰκονομικῆς ἀναπτύξεως, μὲ πρῶτον ἔτος τὸ 1959. Τὸ προσωρινὸν πρόγραμμα ἐπιχειρεῖ τὴν ἐξεύρεσιν τῶν προσφορωτέρων κεφαλαίων καὶ τὴν δημιουργίαν τῶν λοιπῶν προϋποθέσεων ἐκτελέσεως τῶν ἔργων. Αἱ συνολικαὶ ἐπενδύσεις παγίου κεφαλαίου κατὰ τὴν πενταετίαν τοῦ προσωρινοῦ προγράμματος ἀνέρχονται εἰς 3.300 ἑκ. δολλάρια ἐξ ὧν τὰ 2.180 ἤτοι ποσοστὸν 66% ἀντιπροσωπεύουν ἐπενδύσεις τοῦ ἰδιωτικοῦ τομέως. — [190, 1205, 488, 1368]
x-axis-label: ΙΑΝ ΜΑΙ ΙΟΥΛ ΙΑΣ ΟΝΔ — [659, 844, 737, 853]
scan-border-top — [0, 0, 1600, 12]
table-cell: 60.436 — [374, 686, 407, 698]
data-point — [649, 712, 651, 714]
paragraph: Ἐπίσης ἀφ' ἑτέρου ἐπεδιώχθη κατὰ τὸ λῆξαν ἔτος ἡ ἐξεύρεσις μελετῶν διὰ τὰ ὑπὸ ἐκτέλεσιν ἔργα καὶ ἡ σύνταξις τῶν μελετῶν, τὰς ἀναγκαιούσας διὰ τὴν ἀπορρόφησιν γερμανικῶν πιστώσεων (περὶ τὰ τέλη τοῦ ἔτους εἰδικὸς μεταβάσα εἰς Γερμανίαν — [190, 1370, 488, 1428]
column-3 — [806, 236, 1104, 1411]
scan-border-bottom — [0, 2023, 1600, 2033]
paragraph: πιτοκίου καταθέσεως, ἡ ἄρσις πολλῶν ἐκ τῶν διοδικαστικῶν περιορισμῶν τῶν χρηματοδοτήσεων ὡς καὶ ἡ διεύρυνσις ὡρισμένων ὁρίων ὕψους τῆς ὥστε, μὲ ἐξαίρεσιν βεβαίως τὸν τομέα τῶν εἰσαγωγέων, ἡ ἔχη ἤδη ἀρθῆ οὐσιαστικώτερα ἐλευθερία χρηματοδοτήσεως εἰς τὰς Τραπέζας. — [1112, 236, 1410, 305]
industrial-production-table — [190, 917, 488, 988]
running-title: ΕΛΕΥΘΕΡΙΑ — ΑΝΑΣΚΟΠΗΣΙΣ ΤΩΝ ΓΕΓΟΝΟΤΩΝ ΤΟΥ 1959 — 10 Ἰανουαρίου 1960 — [340, 148, 1044, 166]
table-cell: 1956 — [193, 675, 217, 687]
data-point — [589, 762, 591, 764]
table-cell: 165 — [342, 941, 361, 953]
paragraph: Δύο εἶναι αἱ κύριαι φάσεις τῆς ἀσκηθείσης ἐντὸς τοῦ 1959 πολιτικῆς εἰς τὸν πιστωτικὸν τομέα. Τὴν μίαν χαρακτηρίζει ἡ ἐπιδίωξις μὴ ἐνθαρρύνσεως τῆς περαιτέρω συγκεντρώσεως ἀποταμιεύσεως εἰς τὰς Τραπέζας, ἐκδήλωσις δὲ αὐτῆς εἶναι ἡ γενομένη μείωσις κατὰ 1,5% τοῦ ὕψους τοῦ ἐπιτοκίου καταθέσεων κατὰ τὸ λῆξαν ἔτος (1 Ἰανουαρίου καὶ 1 Σεπτεμβρίου). Τὴν δευτέραν φάσιν ἀποτελοῦν αἱ προσπάθειαι εὐρυτέρας καὶ εἰς μικρότερον κόστος χρηματοδοτήσεως τῶν διαφόρων κλάδων τῆς οἰκονομίας. Σχετικῶς δύναται νὰ ἀναφερθῇ ἐκτὸς τῆς μειώσεως τοῦ ἐπιτοκίου χορηγήσεων κατὰ μίαν μονάδα πρὸς τοῦτο συνίδεσε τῆς δευτέραν μείωσιν τοῦ ἐ- — [806, 1269, 1104, 1408]
column-2 — [498, 236, 796, 1465]
table-row — [190, 941, 488, 953]
table-cell: Α' ἑξάμηνον — [193, 929, 251, 941]
table-cell: Αὔγουστος — [193, 953, 245, 965]
table-cell: Εἰσπράξεις δεκαμήνου — [809, 523, 918, 535]
chart-title — [561, 647, 767, 661]
data-point — [669, 740, 671, 742]
paragraph: Μεταξὺ τρεχουσῶν δαπανῶν καὶ εἰσπράξεων τοῦ προϋπολογισμοῦ 1959 ἀπέμενε κατὰ τὰς προβλέψεις διαφορὰ 925 ἑκατ. δρχ., ἥτις καὶ ἀπετέλει τὸ ὑπὲρ τοῦ προγράμματος δημοσίων ἐπενδύσεων πλεόνασμα τοῦ τακτικοῦ προϋπολογισμοῦ. Ἡ ἄνω ὅμως μειωμένη ἀπόδοσις τῶν ἐσόδων ἐξουδετέρωσεν ἐν ὁλοκλήρῳ σχεδὸν τὸ περίσσευμα τοῦτο, ἡ διάθεσις δὲ ποσῶν ἐκ τοῦ προϋπολογισμοῦ ὑπὸ τῶν δημοσίων ἐπενδύσεων πρὸς προώθησιν τῶν ἔργων ἐκτελέσεως τοῦ προβλέφθη, ἀλλὰ ἀπὸ ηὐξημένον δανεισμὸν τοῦ δημοσίου. — [806, 646, 1104, 762]
table-cell: Ὀκτώβριος — [193, 976, 245, 988]
table-cell: + 6 — [1084, 546, 1101, 558]
table-row — [806, 489, 1104, 501]
chart-subtitle: 1952=100 — [1223, 567, 1286, 581]
column-divider — [493, 236, 494, 1926]
table-cell: 1959 — [1020, 500, 1045, 512]
x-axis-label: ΙΑΝ ΜΑΙ ΙΟΥΛ ΙΑΣ ΟΝΔ — [539, 844, 617, 853]
paragraph: Ἡ ἐκ τοῦ Συντάγματος προθεσμία διὰ τὴν κατάθεσιν τοῦ νέου προϋπολογισμοῦ παρῆλθεν καὶ κατὰ τὸ λῆξαν ἔτος ἄπρακτος. Ἐν τούτοις ὡς πρὸς τὸ σημεῖον τοῦτο ὑπάρχει νὰ ἐκφρασθῇ ὅτι ἐπιτεύχθη πρόοδος μὲ τὴν πρόβλεψιν κατὰ τὰς συζητήσεις τῆς τὴν Βουλὴν ἐπὶ τοῦ προϋπολογισμοῦ περὶ δυνατότητος πρὸς ἐνίσχυσιν τῆς γενικῆς πολιτικῆς διὰ νὰ ἐπιλυθῇ τὸ πρόβλημα ἐν τάχει. — [806, 928, 1104, 1010]
